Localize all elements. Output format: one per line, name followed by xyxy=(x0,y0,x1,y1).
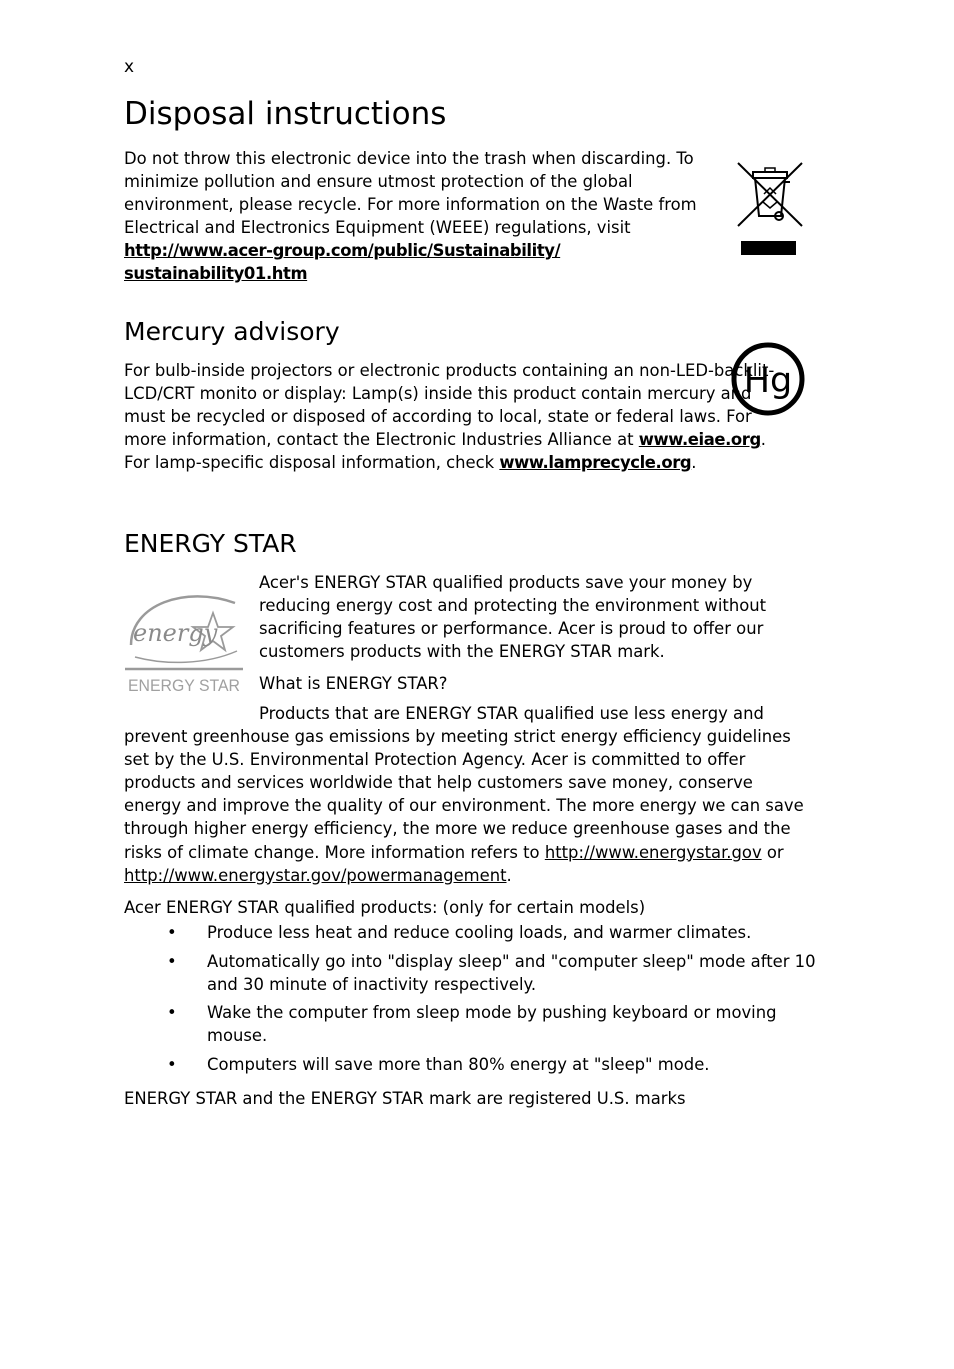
energy-logo-script: energy xyxy=(133,619,218,647)
bullet-icon: • xyxy=(167,1003,177,1023)
energy-logo-label: ENERGY STAR xyxy=(128,676,240,695)
energy-title: ENERGY STAR xyxy=(124,529,297,558)
disposal-body: Do not throw this electronic device into the trash when discarding. To minimize pollution and ensure utmost protection of the global environment, please recycle. For more information on the Waste from Electrical and Electronics Equipment (WEEE) regulations, visit xyxy=(124,149,697,238)
energy-intro: Acer's ENERGY STAR qualified products save your money by reducing energy cost and protecting the environment without sacrificing features or performance. Acer is proud to offer our customers products with the ENERGY STAR mark. xyxy=(259,573,767,662)
bullet-icon: • xyxy=(167,951,177,971)
weee-bin-icon xyxy=(735,158,805,258)
bullet-icon: • xyxy=(167,1054,177,1074)
list-item xyxy=(124,1001,824,1047)
energy-answer xyxy=(124,702,814,887)
energy-star-logo-icon xyxy=(125,585,245,697)
energy-features-list xyxy=(124,921,824,1082)
energy-answer-or: or xyxy=(766,842,784,862)
mercury-icon-label: Hg xyxy=(743,361,793,401)
energystar-powermanagement-link[interactable]: http://www.energystar.gov/powermanagement xyxy=(124,865,507,885)
mercury-body-continued: . For lamp-specific disposal information, check xyxy=(124,430,767,473)
list-item xyxy=(124,950,824,996)
mercury-title: Mercury advisory xyxy=(124,317,340,346)
mercury-paragraph xyxy=(124,359,784,474)
energystar-link[interactable]: http://www.energystar.gov xyxy=(544,842,762,862)
energy-trademark: ENERGY STAR and the ENERGY STAR mark are registered U.S. marks xyxy=(124,1089,686,1108)
energy-answer-body: Products that are ENERGY STAR qualified use less energy and prevent greenhouse gas emissions by meeting strict energy efficiency guidelines set by the U.S. Environmental Protection Agency. Acer is committed to offer products and services worldwide that help customers save money, conserve energy and improve the quality of our environment. The more energy we can save through higher energy efficiency, the more we reduce greenhouse gases and the risks of climate change. More information refers to xyxy=(124,704,804,862)
list-item-text: Computers will save more than 80% energy at "sleep" mode. xyxy=(207,1054,710,1074)
energy-answer-end: . xyxy=(506,865,512,885)
energy-question: What is ENERGY STAR? xyxy=(259,674,448,693)
lamprecycle-link[interactable]: www.lamprecycle.org xyxy=(499,453,692,473)
disposal-title: Disposal instructions xyxy=(124,96,447,132)
list-item-text: Produce less heat and reduce cooling loads, and warmer climates. xyxy=(207,923,752,942)
energy-products-intro: Acer ENERGY STAR qualified products: (only for certain models) xyxy=(124,898,646,917)
list-item xyxy=(124,921,824,944)
list-item-text: Automatically go into "display sleep" and "computer sleep" mode after 10 and 30 minute of inactivity respectively. xyxy=(207,951,816,994)
mercury-body: For bulb-inside projectors or electronic products containing an non-LED-backlit-LCD/CRT monito or display: Lamp(s) inside this product contain mercury and must be recycled or disposed of according to local, state or federal laws. For more information, contact the Electronic Industries Alliance at xyxy=(124,361,775,450)
bullet-icon: • xyxy=(167,923,177,942)
page-number: x xyxy=(124,57,135,77)
list-item-text: Wake the computer from sleep mode by pushing keyboard or moving mouse. xyxy=(207,1003,777,1046)
mercury-body-end: . xyxy=(691,453,697,473)
weee-link[interactable]: http://www.acer-group.com/public/Sustainability/ xyxy=(124,241,561,261)
eiae-link[interactable]: www.eiae.org xyxy=(638,430,761,450)
list-item xyxy=(124,1053,824,1076)
weee-link-continued[interactable]: sustainability01.htm xyxy=(124,264,308,284)
disposal-paragraph xyxy=(124,147,714,286)
